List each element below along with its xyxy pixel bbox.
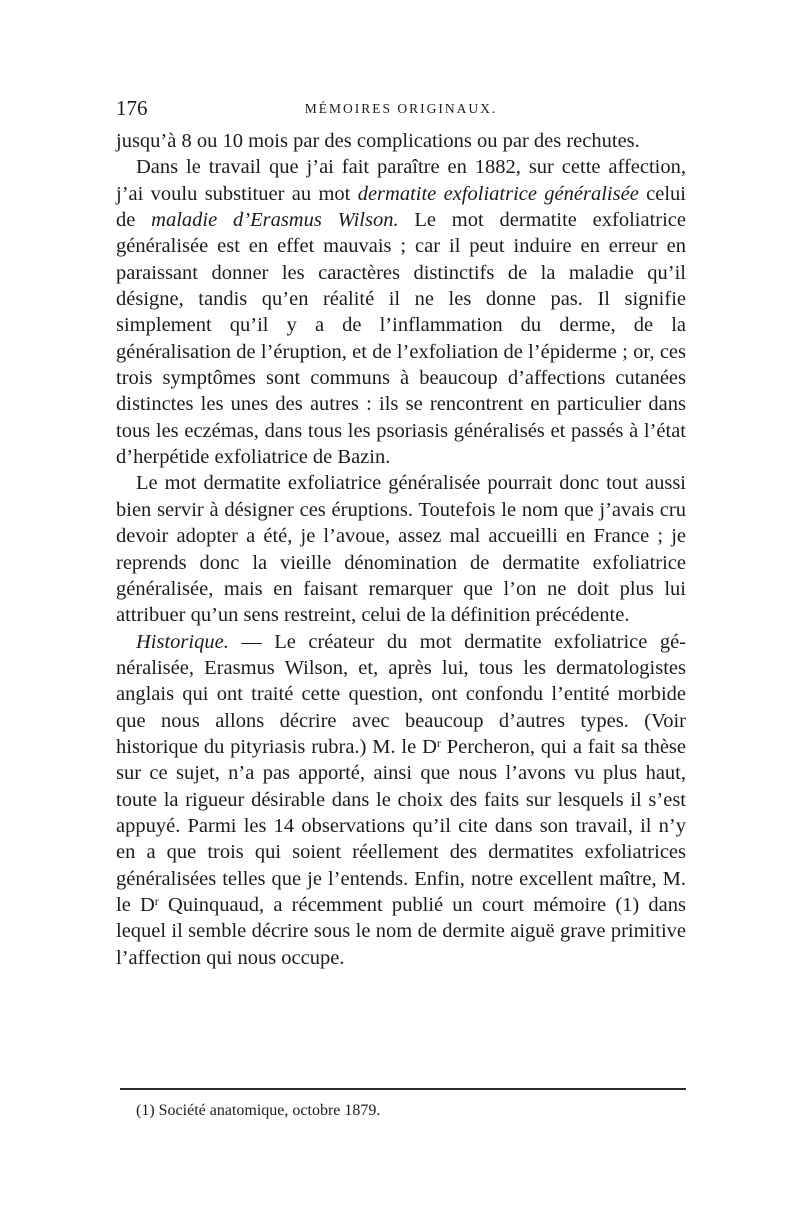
running-head: MÉMOIRES ORIGINAUX.: [304, 101, 498, 116]
paragraph-3: Le mot dermatite exfoliatrice généralisée pourrait donc tout aussi bien servir à désigner ces éruptions. Toutefois le nom que j’avais cru devoir adopter a été, je l’avoue, assez mal accueilli en France ; je reprends donc la vieille dénomination de dermatite exfoliatrice généralisée, mais en faisant remarquer que l’on ne doit plus lui attribuer qu’un sens restreint, celui de la définition précédente.: [116, 472, 686, 627]
paragraph-4-text-c: Quinquaud, a récemment publié un court mémoire (1) dans lequel il semble décrire sous le nom de dermite aiguë grave primitive l’affection qui nous occupe.: [116, 893, 686, 969]
paragraph-2-text-c: celui de: [116, 182, 686, 232]
footnote: (1) Société anatomique, octobre 1879.: [136, 1102, 381, 1119]
footnote-divider: [120, 1088, 686, 1090]
paragraph-2: [116, 154, 686, 470]
body-text: [116, 128, 686, 971]
paragraph-4-text-b: Percheron, qui a fait sa thèse sur ce sujet, n’a pas apporté, ainsi que nous l’avons vu plus haut, toute la rigueur désirable dans le choix des faits sur lesquels il s’est appuyé. Parmi les 14 observations qu’il cite dans son travail, il n’y en a que trois qui soient réellement des dermatites exfoliatrices généralisées telles que je l’entends. Enfin, notre excellent maître, M. le D: [116, 735, 686, 916]
paragraph-4: [116, 629, 686, 971]
paragraph-2-text-e: Le mot dermatite exfoliatrice généralisée est en effet mauvais ; car il peut induire en erreur en paraissant donner les caractères distinctifs de la maladie qu’il désigne, tandis qu’en réalité il ne les donne pas. Il signifie simplement qu’il y a de l’inflammation du derme, de la généralisation de l’éruption, et de l’exfoliation de l’épiderme ; or, ces trois symptômes sont communs à beaucoup d’affections cutanées distinctes les unes des autres : ils se rencontrent en particulier dans tous les eczémas, dans tous les psoriasis généralisés et passés à l’état d’herpétide exfoliatrice de Bazin.: [116, 209, 687, 469]
page-number: 176: [116, 96, 148, 120]
paragraph-1: jusqu’à 8 ou 10 mois par des complications ou par des rechutes.: [116, 130, 640, 152]
section-heading-historique: Historique.: [136, 630, 229, 653]
paragraph-2-text-a: Dans le travail que j’ai fait paraître en 1882, sur cette affection, j’ai voulu substituer au mot: [116, 156, 686, 205]
superscript-r: r: [436, 735, 441, 750]
page-header: [116, 96, 686, 126]
term-dermatite-exfoliatrice: dermatite exfoliatrice généralisée: [357, 182, 639, 205]
superscript-r: r: [154, 893, 159, 908]
paragraph-4-text-a: — Le créateur du mot dermatite exfoliatrice généralisée, Erasmus Wilson, et, après lui, tous les dermatologistes anglais qui ont traité cette question, ont confondu l’entité morbide que nous allons décrire avec beaucoup d’autres types. (Voir historique du pityriasis rubra.) M. le D: [116, 630, 686, 758]
term-maladie-erasmus-wilson: maladie d’Erasmus Wilson.: [151, 209, 399, 232]
